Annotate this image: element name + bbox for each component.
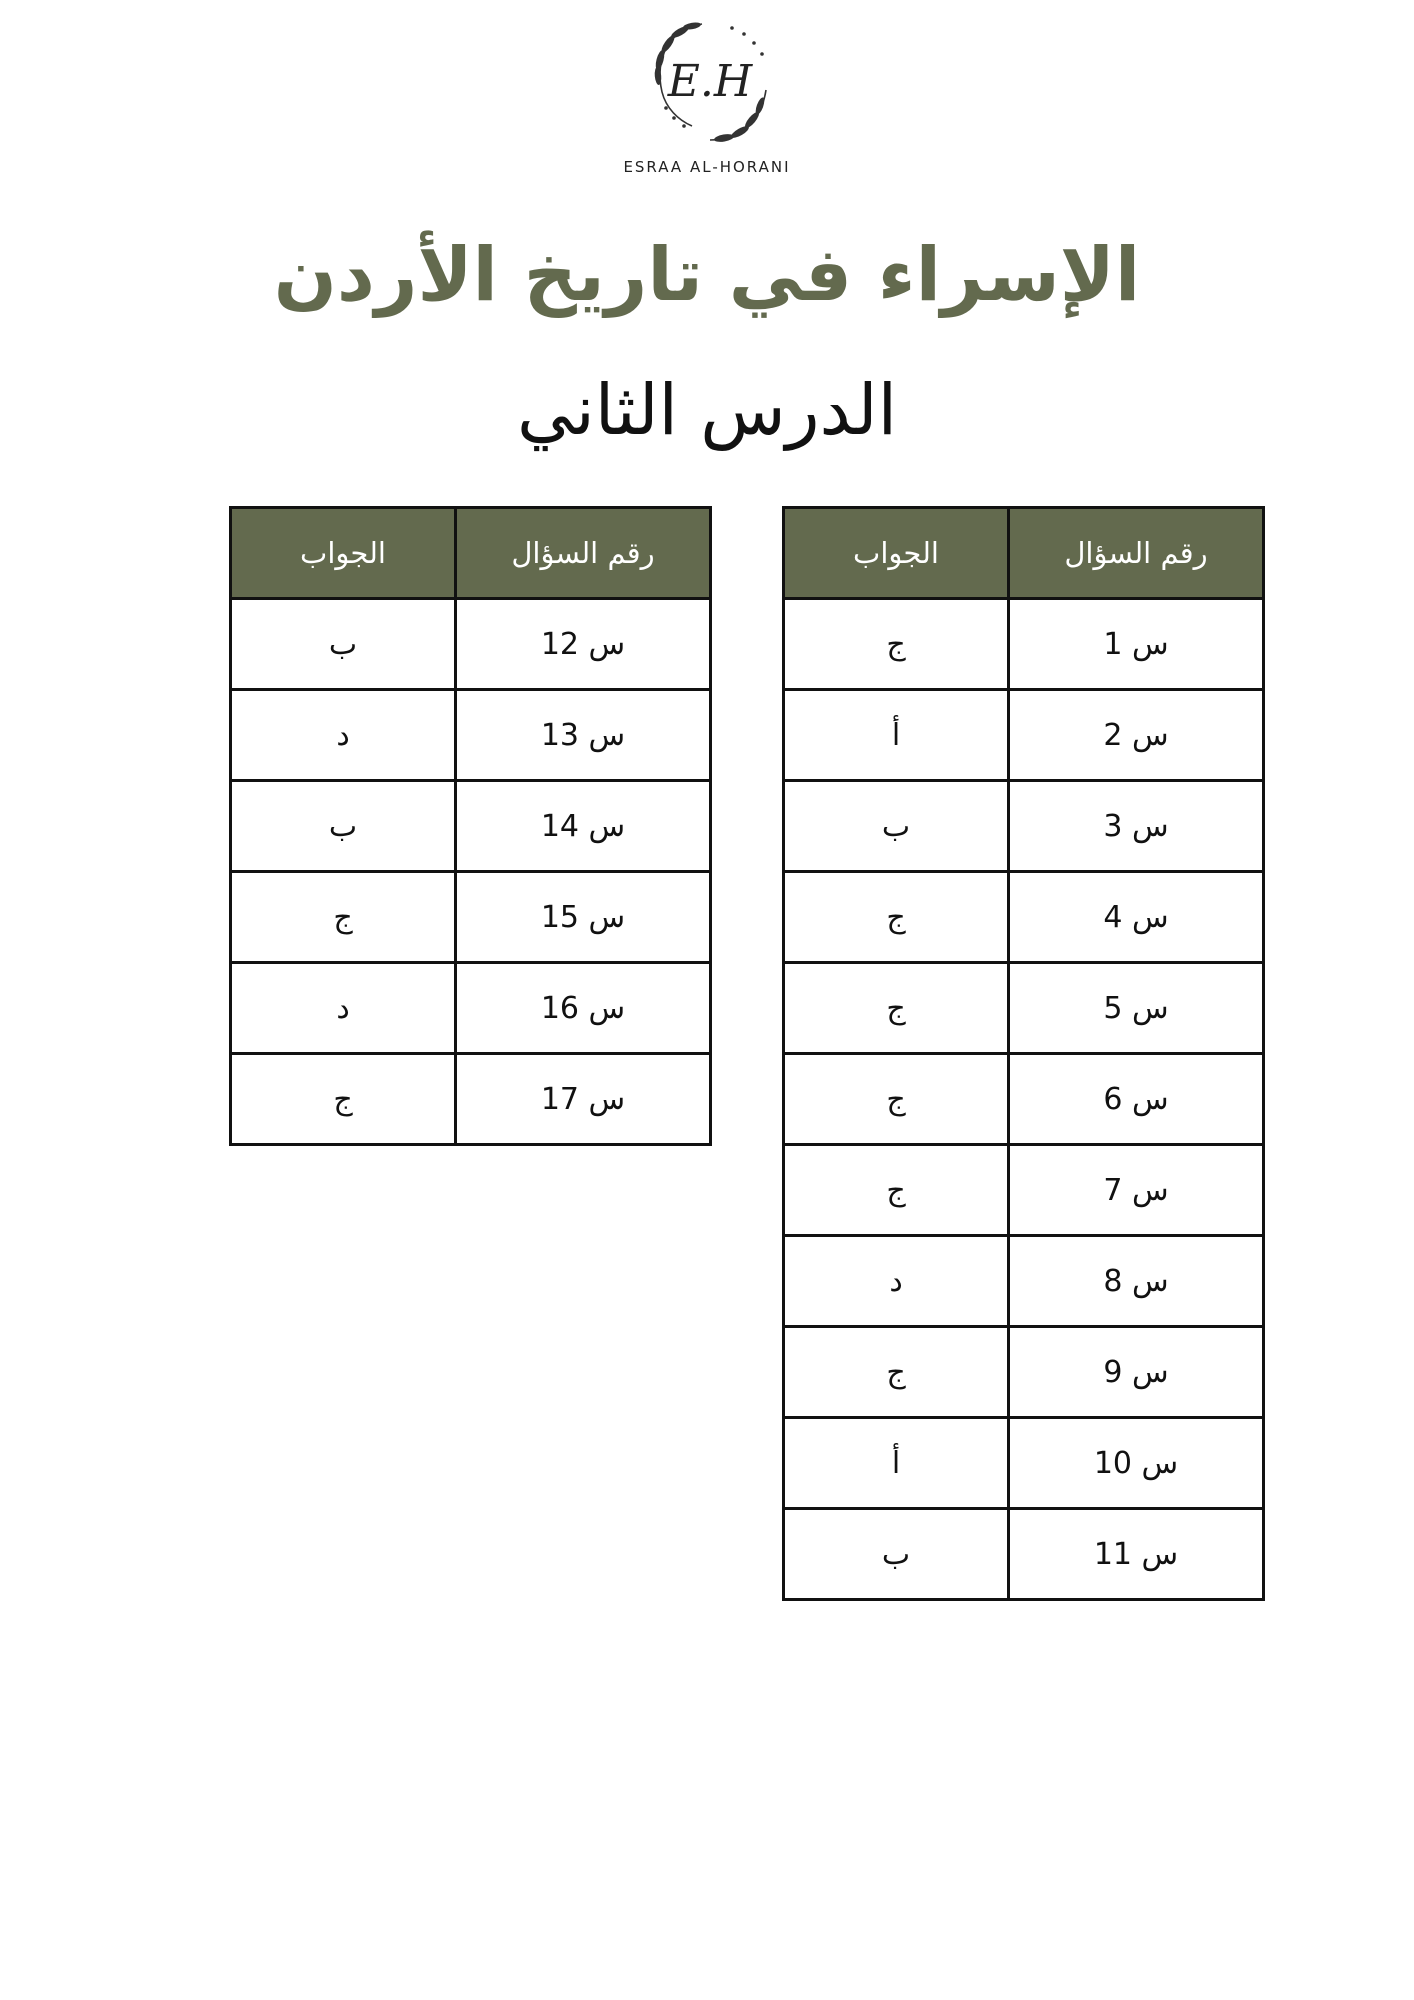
table-row [231,872,711,963]
question-number: س 16 [456,963,711,1054]
answer-cell: د [231,963,456,1054]
question-number: س 10 [1009,1418,1264,1509]
table-row [784,690,1264,781]
lesson-title: الدرس الثاني [516,369,898,451]
answer-cell: د [784,1236,1009,1327]
answer-cell: ج [231,1054,456,1145]
question-number: س 1 [1009,599,1264,690]
question-number: س 11 [1009,1509,1264,1600]
table-row [784,781,1264,872]
table-row [784,1054,1264,1145]
table-row [784,1236,1264,1327]
table-row [784,872,1264,963]
table-row [784,1509,1264,1600]
table-row [784,963,1264,1054]
question-number: س 13 [456,690,711,781]
header-answer: الجواب [784,508,1009,599]
table-row [784,1327,1264,1418]
laurel-wreath-icon [640,10,780,150]
question-number: س 4 [1009,872,1264,963]
question-number: س 17 [456,1054,711,1145]
table-row [231,1054,711,1145]
question-number: س 9 [1009,1327,1264,1418]
table-row [784,1418,1264,1509]
table-row [231,690,711,781]
header-answer: الجواب [231,508,456,599]
answer-cell: د [231,690,456,781]
question-number: س 6 [1009,1054,1264,1145]
question-number: س 7 [1009,1145,1264,1236]
answer-cell: ج [784,599,1009,690]
table-row [784,1145,1264,1236]
logo [640,10,780,150]
question-number: س 2 [1009,690,1264,781]
question-number: س 15 [456,872,711,963]
answer-cell: ج [784,963,1009,1054]
header-question-number: رقم السؤال [1009,508,1264,599]
question-number: س 8 [1009,1236,1264,1327]
table-row [231,781,711,872]
table-row [231,599,711,690]
answer-cell: ج [231,872,456,963]
answer-cell: ج [784,1145,1009,1236]
table-header-row [231,508,711,599]
table-header-row [784,508,1264,599]
question-number: س 3 [1009,781,1264,872]
answer-cell: ج [784,1327,1009,1418]
answer-cell: أ [784,1418,1009,1509]
page-title: الإسراء في تاريخ الأردن [273,232,1141,318]
answer-cell: ج [784,1054,1009,1145]
answers-table-left [229,506,712,1146]
answer-cell: ب [231,781,456,872]
header-question-number: رقم السؤال [456,508,711,599]
logo-monogram: E.H [667,56,753,107]
answer-cell: ج [784,872,1009,963]
answer-cell: ب [231,599,456,690]
answer-cell: ب [784,1509,1009,1600]
question-number: س 5 [1009,963,1264,1054]
question-number: س 14 [456,781,711,872]
answer-cell: ب [784,781,1009,872]
answer-cell: أ [784,690,1009,781]
answers-table-right [782,506,1265,1601]
question-number: س 12 [456,599,711,690]
table-row [784,599,1264,690]
table-row [231,963,711,1054]
brand-name: ESRAA AL-HORANI [623,158,791,176]
